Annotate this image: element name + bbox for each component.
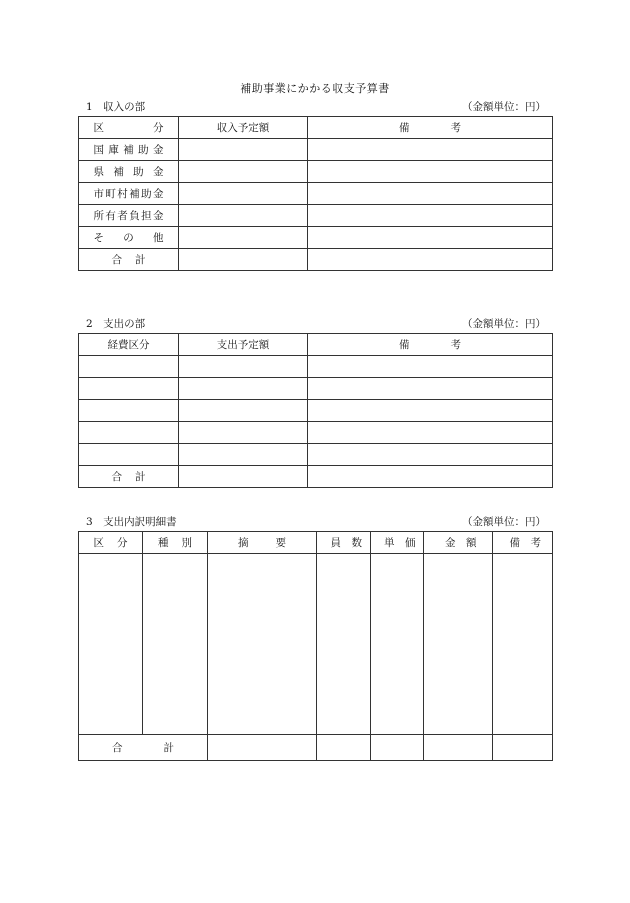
detail-unit-price-cell[interactable] <box>371 554 424 735</box>
detail-summary-cell[interactable] <box>208 554 317 735</box>
expense-total-label: 合計 <box>79 466 179 488</box>
table-row <box>79 227 553 249</box>
detail-note-cell[interactable] <box>493 554 553 735</box>
expense-amount-cell[interactable] <box>179 378 308 400</box>
income-category-cell: その他 <box>79 227 179 249</box>
detail-total-quantity-cell[interactable] <box>317 735 371 761</box>
table-row <box>79 356 553 378</box>
header-expense-amount: 支出予定額 <box>179 334 308 356</box>
income-total-note-cell[interactable] <box>308 249 553 271</box>
detail-total-amount-cell[interactable] <box>424 735 493 761</box>
income-section-header <box>86 99 546 113</box>
income-unit-label: （金額単位：円） <box>462 101 546 113</box>
detail-body-row <box>79 554 553 735</box>
income-note-cell[interactable] <box>308 161 553 183</box>
detail-amount-cell[interactable] <box>424 554 493 735</box>
income-total-amount-cell[interactable] <box>179 249 308 271</box>
detail-total-note-cell[interactable] <box>493 735 553 761</box>
total-row <box>79 735 553 761</box>
detail-heading: 3 支出内訳明細書 <box>86 516 177 528</box>
income-amount-cell[interactable] <box>179 139 308 161</box>
header-detail-category: 区 分 <box>79 532 143 554</box>
expense-category-cell[interactable] <box>79 444 179 466</box>
header-expense-note: 備 考 <box>308 334 553 356</box>
header-detail-type: 種 別 <box>143 532 208 554</box>
expense-category-cell[interactable] <box>79 356 179 378</box>
detail-quantity-cell[interactable] <box>317 554 371 735</box>
header-detail-summary: 摘 要 <box>208 532 317 554</box>
table-row <box>79 400 553 422</box>
expense-amount-cell[interactable] <box>179 356 308 378</box>
table-header-row <box>79 532 553 554</box>
table-row <box>79 444 553 466</box>
expense-table <box>78 333 553 488</box>
income-amount-cell[interactable] <box>179 183 308 205</box>
income-category-cell: 国庫補助金 <box>79 139 179 161</box>
header-detail-note: 備 考 <box>493 532 553 554</box>
income-total-label: 合計 <box>79 249 179 271</box>
income-category-cell: 県補助金 <box>79 161 179 183</box>
income-note-cell[interactable] <box>308 183 553 205</box>
expense-heading: 2 支出の部 <box>86 318 146 330</box>
expense-category-cell[interactable] <box>79 378 179 400</box>
table-header-row <box>79 117 553 139</box>
document-title: 補助事業にかかる収支予算書 <box>240 82 390 95</box>
header-note: 備 考 <box>308 117 553 139</box>
expense-amount-cell[interactable] <box>179 444 308 466</box>
total-row <box>79 249 553 271</box>
expense-category-cell[interactable] <box>79 400 179 422</box>
detail-total-unit-price-cell[interactable] <box>371 735 424 761</box>
header-detail-amount: 金 額 <box>424 532 493 554</box>
table-row <box>79 422 553 444</box>
detail-category-cell[interactable] <box>79 554 143 735</box>
income-amount-cell[interactable] <box>179 161 308 183</box>
income-category-cell: 所有者負担金 <box>79 205 179 227</box>
income-table <box>78 116 553 271</box>
table-row <box>79 183 553 205</box>
income-note-cell[interactable] <box>308 227 553 249</box>
detail-total-label: 合計 <box>79 735 208 761</box>
table-row <box>79 378 553 400</box>
expense-total-note-cell[interactable] <box>308 466 553 488</box>
table-header-row <box>79 334 553 356</box>
income-note-cell[interactable] <box>308 139 553 161</box>
expense-unit-label: （金額単位：円） <box>462 318 546 330</box>
expense-amount-cell[interactable] <box>179 400 308 422</box>
table-row <box>79 161 553 183</box>
detail-total-summary-cell[interactable] <box>208 735 317 761</box>
detail-unit-label: （金額単位：円） <box>462 516 546 528</box>
income-amount-cell[interactable] <box>179 205 308 227</box>
total-row <box>79 466 553 488</box>
income-amount-cell[interactable] <box>179 227 308 249</box>
header-amount: 収入予定額 <box>179 117 308 139</box>
expense-note-cell[interactable] <box>308 356 553 378</box>
detail-table <box>78 531 553 761</box>
expense-note-cell[interactable] <box>308 400 553 422</box>
header-category: 区 分 <box>79 117 179 139</box>
header-expense-category: 経費区分 <box>79 334 179 356</box>
table-row <box>79 139 553 161</box>
expense-total-amount-cell[interactable] <box>179 466 308 488</box>
income-note-cell[interactable] <box>308 205 553 227</box>
income-heading: 1 収入の部 <box>86 101 146 113</box>
header-detail-quantity: 員 数 <box>317 532 371 554</box>
table-row <box>79 205 553 227</box>
expense-category-cell[interactable] <box>79 422 179 444</box>
expense-note-cell[interactable] <box>308 422 553 444</box>
income-category-cell: 市町村補助金 <box>79 183 179 205</box>
expense-note-cell[interactable] <box>308 444 553 466</box>
expense-section-header <box>86 316 546 330</box>
header-detail-unit-price: 単 価 <box>371 532 424 554</box>
expense-amount-cell[interactable] <box>179 422 308 444</box>
expense-note-cell[interactable] <box>308 378 553 400</box>
detail-type-cell[interactable] <box>143 554 208 735</box>
detail-section-header <box>86 514 546 528</box>
